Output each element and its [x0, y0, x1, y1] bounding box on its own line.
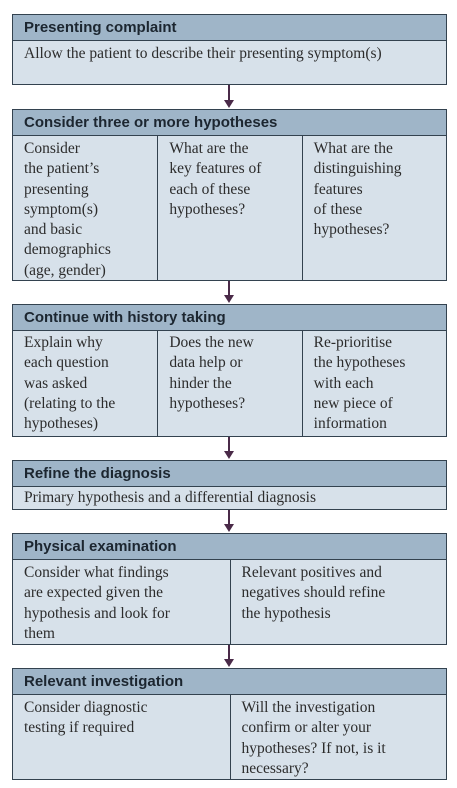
- step-consider-hypotheses: [12, 109, 447, 281]
- step-text: Allow the patient to describe their presenting symptom(s): [24, 45, 382, 62]
- step-title: Consider three or more hypotheses: [13, 110, 446, 136]
- step-title: Refine the diagnosis: [13, 461, 446, 487]
- step-text: Does the new data help or hinder the hypotheses?: [157, 331, 301, 437]
- step-text: Primary hypothesis and a differential diagnosis: [24, 489, 317, 506]
- step-title: Physical examination: [13, 534, 446, 560]
- step-text: Will the investigation confirm or alter your hypotheses? If not, is it necessary?: [230, 695, 447, 780]
- step-history-taking: [12, 304, 447, 437]
- step-refine-diagnosis: [12, 460, 447, 510]
- step-title: Presenting complaint: [13, 15, 446, 41]
- step-physical-examination: [12, 533, 447, 645]
- step-presenting-complaint: [12, 14, 447, 85]
- step-text: Consider diagnostic testing if required: [24, 699, 148, 737]
- step-relevant-investigation: [12, 668, 447, 780]
- step-title: Relevant investigation: [13, 669, 446, 695]
- step-text: Relevant positives and negatives should refine the hypothesis: [230, 560, 447, 645]
- step-text: Re-prioritise the hypotheses with each new piece of information: [302, 331, 446, 437]
- step-text: What are the key features of each of these hypotheses?: [157, 136, 301, 281]
- step-text: Consider what findings are expected given the hypothesis and look for them: [24, 564, 170, 642]
- step-text: Consider the patient’s presenting symptom(s) and basic demographics (age, gender): [24, 140, 111, 279]
- step-text: What are the distinguishing features of these hypotheses?: [302, 136, 446, 281]
- step-title: Continue with history taking: [13, 305, 446, 331]
- step-text: Explain why each question was asked (relating to the hypotheses): [24, 334, 116, 433]
